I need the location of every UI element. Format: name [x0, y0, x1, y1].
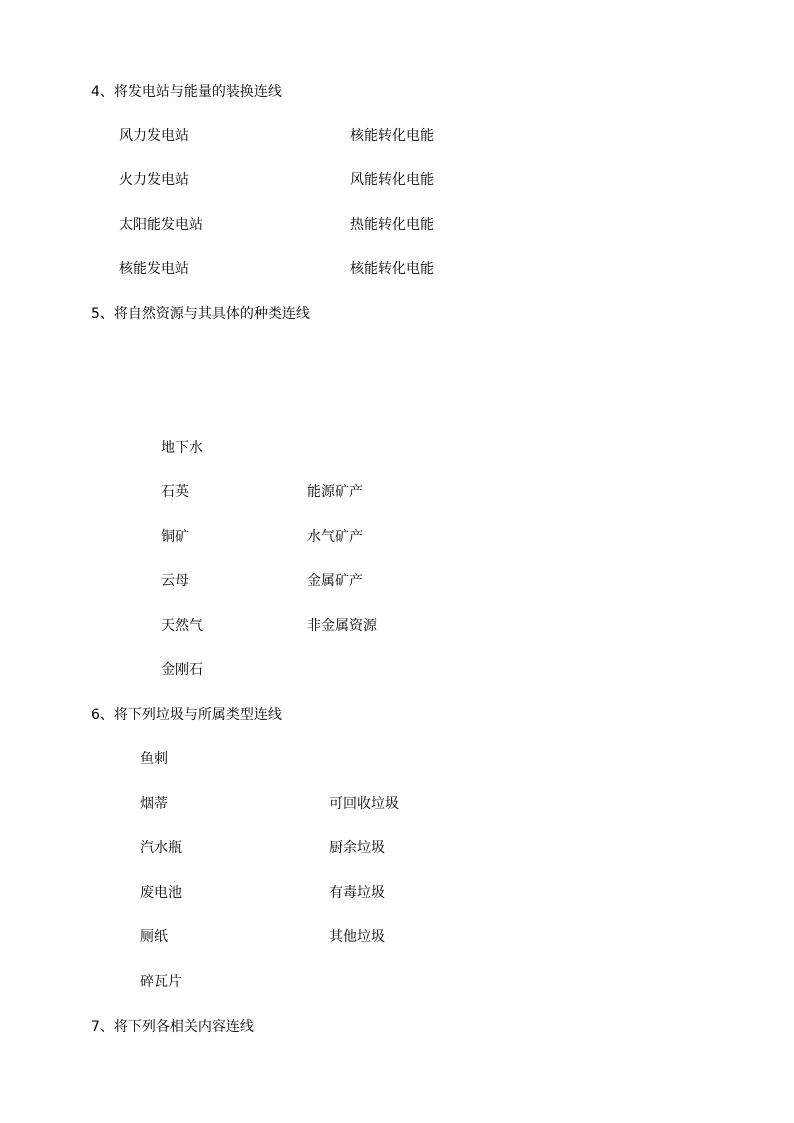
q6-left-item: 汽水瓶	[140, 840, 182, 856]
q4-left-item: 太阳能发电站	[119, 217, 203, 233]
q6-left-item: 烟蒂	[140, 796, 168, 812]
question-5-heading: 5、将自然资源与其具体的种类连线	[91, 306, 310, 322]
q4-right-item: 核能转化电能	[350, 261, 434, 277]
q4-right-item: 热能转化电能	[350, 217, 434, 233]
q4-right-item: 核能转化电能	[350, 128, 434, 144]
q6-left-item: 厕纸	[140, 929, 168, 945]
q5-left-item: 金刚石	[161, 662, 203, 678]
q5-left-item: 地下水	[161, 440, 203, 456]
q5-right-item: 金属矿产	[307, 573, 363, 589]
q5-right-item: 能源矿产	[307, 484, 363, 500]
q6-left-item: 鱼刺	[140, 751, 168, 767]
q5-left-item: 天然气	[161, 618, 203, 634]
q4-left-item: 火力发电站	[119, 172, 189, 188]
q6-right-item: 厨余垃圾	[329, 840, 385, 856]
q6-right-item: 其他垃圾	[329, 929, 385, 945]
q5-right-item: 水气矿产	[307, 529, 363, 545]
question-7-heading: 7、将下列各相关内容连线	[91, 1019, 254, 1035]
q6-right-item: 有毒垃圾	[329, 885, 385, 901]
q6-left-item: 废电池	[140, 885, 182, 901]
q6-left-item: 碎瓦片	[140, 974, 182, 990]
question-4-heading: 4、将发电站与能量的装换连线	[91, 84, 282, 100]
question-6-heading: 6、将下列垃圾与所属类型连线	[91, 707, 282, 723]
q4-right-item: 风能转化电能	[350, 172, 434, 188]
q5-left-item: 石英	[161, 484, 189, 500]
q6-right-item: 可回收垃圾	[329, 796, 399, 812]
q5-right-item: 非金属资源	[307, 618, 377, 634]
q5-left-item: 云母	[161, 573, 189, 589]
q4-left-item: 核能发电站	[119, 261, 189, 277]
q4-left-item: 风力发电站	[119, 128, 189, 144]
q5-left-item: 铜矿	[161, 529, 189, 545]
